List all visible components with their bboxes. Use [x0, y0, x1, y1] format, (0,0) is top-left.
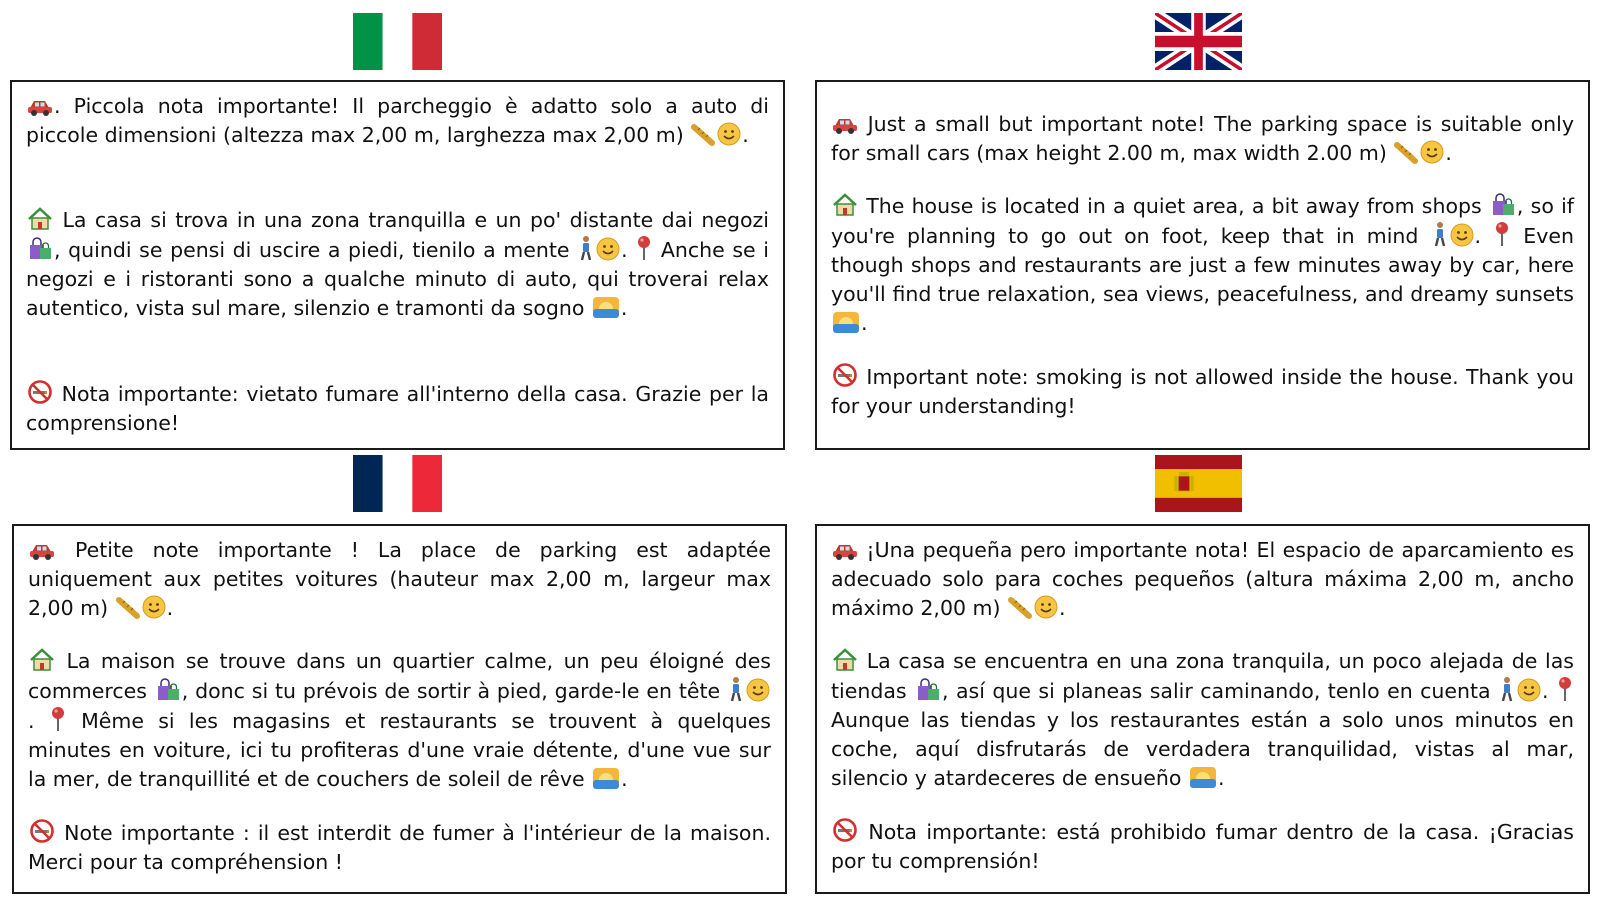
- shopping-bags-icon: [1490, 193, 1516, 217]
- french-location-text-b: , donc si tu prévois de sortir à pied, garde-le en tête: [181, 679, 727, 703]
- english-parking-end: .: [1445, 141, 1452, 165]
- sunset-icon: [592, 295, 620, 319]
- italian-parking-end: .: [742, 123, 749, 147]
- ruler-icon: [691, 124, 715, 146]
- round-pushpin-icon: [50, 706, 66, 732]
- italian-location-text-e: .: [620, 296, 628, 320]
- person-walking-icon: [578, 235, 594, 261]
- ruler-icon: [1008, 597, 1032, 619]
- italy-flag: [353, 13, 442, 70]
- italian-smoking-paragraph: [26, 379, 769, 438]
- car-icon: [29, 541, 55, 561]
- french-smoking-text: Note importante : il est interdit de fumer à l'intérieur de la maison. Merci pour ta compréhension !: [28, 821, 771, 874]
- spanish-parking-end: .: [1059, 596, 1066, 620]
- italian-location-text-d: Anche se i negozi e i ristoranti sono a qualche minuto di auto, qui troverai relax autentico, vista sul mare, silenzio e tramonti da sogno: [26, 238, 769, 320]
- english-location-text-e: .: [861, 311, 868, 335]
- french-location-text-a: La maison se trouve dans un quartier calme, un peu éloigné des commerces: [28, 649, 771, 703]
- spanish-note-box: [815, 524, 1590, 894]
- sunset-icon: [1189, 765, 1217, 789]
- italian-location-text-c: .: [621, 238, 636, 262]
- french-location-text-e: .: [621, 767, 628, 791]
- english-note-box: [815, 80, 1590, 450]
- france-flag: [353, 455, 442, 512]
- spanish-parking-text: ¡Una pequeña pero importante nota! El espacio de aparcamiento es adecuado solo para coches pequeños (altura máxima 2,00 m, ancho máximo 2,00 m): [831, 538, 1574, 620]
- french-smoking-paragraph: [28, 818, 771, 877]
- person-walking-icon: [1432, 221, 1448, 247]
- english-location-text-a: The house is located in a quiet area, a bit away from shops: [859, 194, 1489, 218]
- italian-location-paragraph: [26, 206, 769, 323]
- shopping-bags-icon: [915, 678, 941, 702]
- shopping-bags-icon: [155, 678, 181, 702]
- italian-parking-paragraph: [26, 92, 769, 150]
- spanish-parking-paragraph: [831, 536, 1574, 623]
- house-icon: [29, 648, 55, 672]
- round-pushpin-icon: [636, 235, 652, 261]
- car-icon: [27, 97, 53, 117]
- ruler-icon: [1394, 142, 1418, 164]
- spanish-location-text-c: .: [1542, 679, 1556, 703]
- smiling-face-icon: [1034, 595, 1058, 619]
- smiling-face-icon: [142, 595, 166, 619]
- spanish-smoking-paragraph: [831, 817, 1574, 876]
- french-location-text-c: .: [28, 709, 49, 733]
- uk-flag: [1155, 13, 1242, 70]
- car-icon: [832, 541, 858, 561]
- english-location-text-b: , so if you're planning to go out on foot, keep that in mind: [831, 194, 1574, 248]
- italian-parking-text: . Piccola nota importante! Il parcheggio è adatto solo a auto di piccole dimensioni (altezza max 2,00 m, larghezza max 2,00 m): [26, 94, 769, 147]
- french-location-paragraph: [28, 647, 771, 794]
- french-parking-paragraph: [28, 536, 771, 623]
- english-location-paragraph: [831, 192, 1574, 338]
- spanish-smoking-text: Nota importante: está prohibido fumar dentro de la casa. ¡Gracias por tu comprensión!: [831, 820, 1574, 873]
- no-smoking-icon: [832, 362, 858, 388]
- english-location-text-d: Even though shops and restaurants are just a few minutes away by car, here you'll find true relaxation, sea views, peacefulness, and dreamy sunsets: [831, 224, 1574, 306]
- french-parking-end: .: [166, 596, 174, 620]
- english-location-text-c: .: [1474, 224, 1494, 248]
- house-icon: [832, 193, 858, 217]
- house-icon: [27, 207, 53, 231]
- round-pushpin-icon: [1557, 676, 1573, 702]
- spanish-location-text-b: , así que si planeas salir caminando, tenlo en cuenta: [942, 679, 1499, 703]
- person-walking-icon: [1499, 676, 1515, 702]
- person-walking-icon: [728, 676, 744, 702]
- spanish-location-text-e: .: [1217, 766, 1225, 790]
- shopping-bags-icon: [27, 237, 53, 261]
- no-smoking-icon: [27, 379, 53, 405]
- smiling-face-icon: [596, 237, 620, 261]
- italian-note-box: [10, 80, 785, 450]
- spanish-location-paragraph: [831, 647, 1574, 793]
- ruler-icon: [116, 597, 140, 619]
- english-smoking-text: Important note: smoking is not allowed inside the house. Thank you for your understanding!: [831, 365, 1574, 418]
- smiling-face-icon: [746, 678, 770, 702]
- no-smoking-icon: [832, 817, 858, 843]
- italian-location-text-a: La casa si trova in una zona tranquilla e un po' distante dai negozi: [54, 208, 769, 232]
- sunset-icon: [832, 310, 860, 334]
- house-icon: [832, 648, 858, 672]
- italian-smoking-text: Nota importante: vietato fumare all'interno della casa. Grazie per la comprensione!: [26, 382, 769, 435]
- english-parking-paragraph: [831, 110, 1574, 168]
- spain-flag: [1155, 455, 1242, 512]
- sunset-icon: [592, 766, 620, 790]
- french-parking-text: Petite note importante ! La place de parking est adaptée uniquement aux petites voitures (hauteur max 2,00 m, largeur max 2,00 m): [28, 538, 771, 620]
- no-smoking-icon: [29, 818, 55, 844]
- french-note-box: [12, 524, 787, 894]
- smiling-face-icon: [1450, 223, 1474, 247]
- round-pushpin-icon: [1494, 221, 1510, 247]
- french-location-text-d: Même si les magasins et restaurants se trouvent à quelques minutes en voiture, ici tu profiteras d'une vraie détente, d'une vue sur la mer, de tranquillité et de couchers de soleil de rêve: [28, 709, 771, 791]
- english-smoking-paragraph: [831, 362, 1574, 421]
- smiling-face-icon: [1517, 678, 1541, 702]
- spanish-location-text-d: Aunque las tiendas y los restaurantes están a solo unos minutos en coche, aquí disfrutarás de verdadera tranquilidad, vistas al mar, silencio y atardeceres de ensueño: [831, 708, 1574, 790]
- car-icon: [832, 115, 858, 135]
- spanish-location-text-a: La casa se encuentra en una zona tranquila, un poco alejada de las tiendas: [831, 649, 1574, 703]
- italian-location-text-b: , quindi se pensi di uscire a piedi, tienilo a mente: [54, 238, 578, 262]
- smiling-face-icon: [1420, 140, 1444, 164]
- english-parking-text: Just a small but important note! The parking space is suitable only for small cars (max height 2.00 m, max width 2.00 m): [831, 112, 1574, 165]
- smiling-face-icon: [717, 122, 741, 146]
